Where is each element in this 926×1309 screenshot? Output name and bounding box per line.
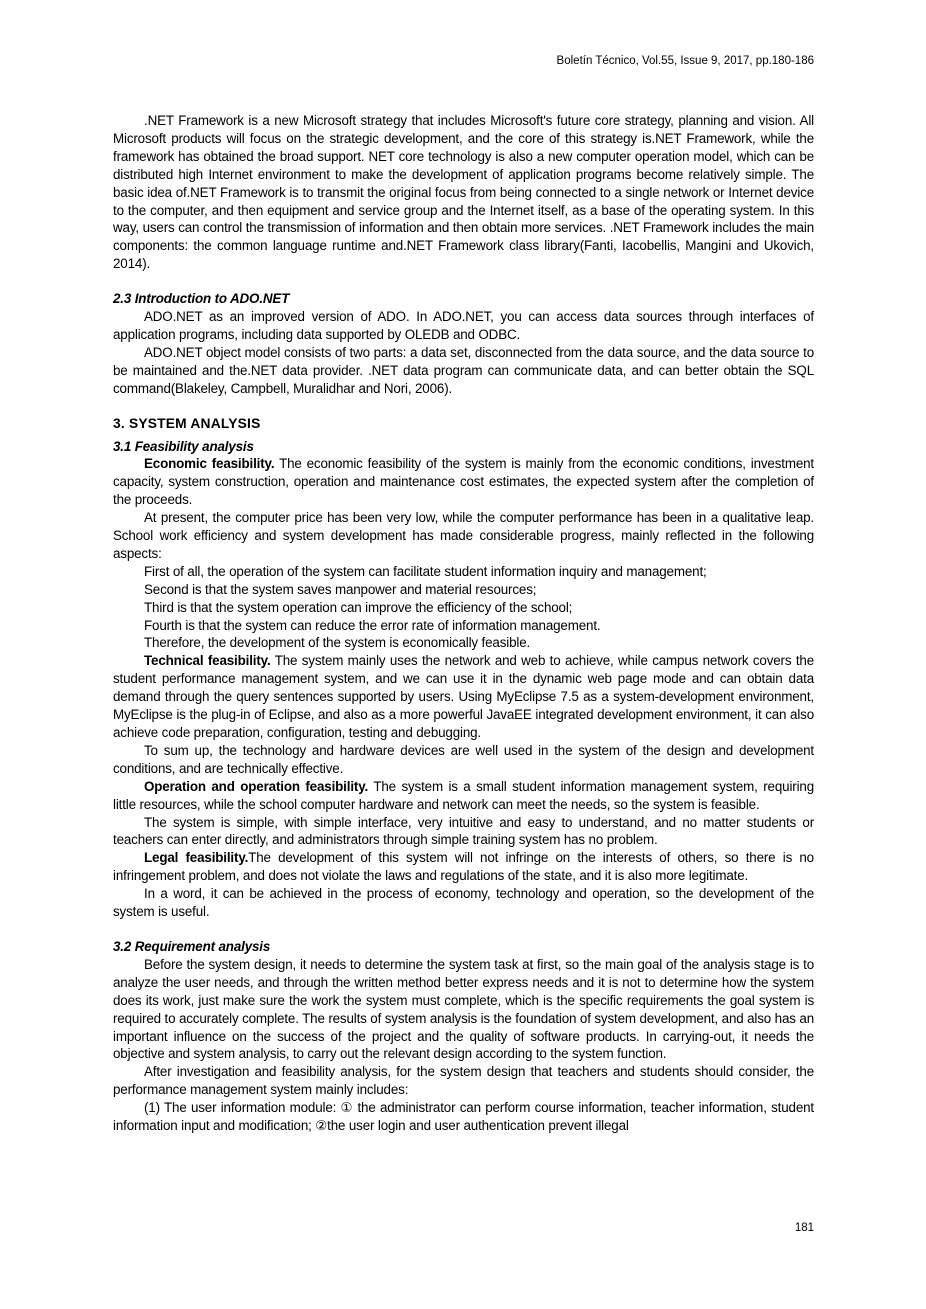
operation-text: The system is a small student information management system, requiring little resources, while the school computer hardware and network can meet the needs, so the system is feasible. (113, 778, 815, 812)
legal-text: The development of this system will not infringe on the interests of others, so there is no infringement problem, and does not violate the laws and regulations of the state, and it is also more legitimate. (113, 850, 814, 884)
paragraph-system-simple: The system is simple, with simple interface, very intuitive and easy to understand, and no matter students or teachers can enter directly, and administrators through simple training system has no problem. (113, 814, 814, 848)
running-head: Boletín Técnico, Vol.55, Issue 9, 2017, pp.180-186 (556, 55, 814, 67)
paragraph-requirement-1: Before the system design, it needs to determine the system task at first, so the main goal of the analysis stage is to analyze the user needs, and through the written method better express needs and it is not to determine how the system does its work, just make sure the work the system must complete, which is the specific requirements the goal system is required to accurately complete. The results of system analysis is the foundation of system development, and also has an important influence on the success of the project and the quality of software products. In carrying-out, it needs the objective and system analysis, to carry out the relevant design according to the system function. (113, 956, 814, 1062)
paragraph-net-framework: .NET Framework is a new Microsoft strategy that includes Microsoft's future core strategy, planning and vision. All Microsoft products will focus on the strategic development, and the core of this strategy is.NET Framework, while the framework has obtained the broad support. NET core technology is also a new computer operation model, which can be distributed high Internet environment to make the development of application programs become relatively simple. The basic idea of.NET Framework is to transmit the original focus from being connected to a single network or Internet device to the computer, and then equipment and service group and the Internet itself, as a base of the operating system. In this way, users can control the transmission of information and then obtain more services. .NET Framework includes the main components: the common language runtime and.NET Framework class library(Fanti, Iacobellis, Mangini and Ukovich, 2014). (113, 113, 814, 272)
paragraph-operation-feasibility (113, 778, 814, 814)
paragraph-technical-feasibility (113, 652, 814, 742)
technical-text: The system mainly uses the network and web to achieve, while campus network covers the student performance management system, and we can use it in the dynamic web page mode and can obtain data demand through the query sentences supported by users. Using MyEclipse 7.5 as a system-development environment, MyEclipse is the plug-in of Eclipse, and also as a more powerful JavaEE integrated development environment, it can also achieve code preparation, configuration, testing and debugging. (113, 653, 814, 740)
economic-label: Economic feasibility. (144, 456, 275, 472)
economic-text: The economic feasibility of the system is mainly from the economic conditions, investment capacity, system construction, operation and maintenance cost estimates, the expected system after the completion of the proceeds. (113, 456, 814, 508)
paragraph-requirement-3: (1) The user information module: ① the administrator can perform course information, teacher information, student information input and modification; ②the user login and user authentication prevent illegal (113, 1100, 814, 1134)
paragraph-economic-feasibility (113, 455, 814, 509)
paragraph-at-present: At present, the computer price has been very low, while the computer performance has been in a qualitative leap. School work efficiency and system development has made considerable progress, mainly reflected in the following aspects: (113, 510, 814, 561)
list-item-fourth: Fourth is that the system can reduce the error rate of information management. (144, 617, 601, 633)
paragraph-therefore: Therefore, the development of the system is economically feasible. (144, 635, 531, 651)
operation-label: Operation and operation feasibility. (144, 778, 369, 794)
subsection-heading-3-2: 3.2 Requirement analysis (113, 938, 271, 954)
paragraph-sum-up: To sum up, the technology and hardware devices are well used in the system of the design and development conditions, and are technically effective. (113, 742, 814, 776)
subsection-heading-3-1: 3.1 Feasibility analysis (113, 438, 254, 454)
legal-label: Legal feasibility. (144, 850, 249, 866)
paragraph-requirement-2: After investigation and feasibility analysis, for the system design that teachers and students should consider, the performance management system mainly includes: (113, 1064, 814, 1098)
list-item-third: Third is that the system operation can improve the efficiency of the school; (144, 599, 573, 615)
list-item-first: First of all, the operation of the system can facilitate student information inquiry and management; (144, 563, 707, 579)
paragraph-ado-model: ADO.NET object model consists of two parts: a data set, disconnected from the data source, and the data source to be maintained and the.NET data provider. .NET data program can communicate data, and can better obtain the SQL command(Blakeley, Campbell, Muralidhar and Nori, 2006). (113, 344, 814, 396)
subsection-heading-2-3: 2.3 Introduction to ADO.NET (113, 291, 290, 307)
page-number: 181 (794, 1222, 814, 1234)
list-item-second: Second is that the system saves manpower and material resources; (144, 581, 537, 597)
page-body (113, 112, 814, 1135)
paragraph-in-a-word: In a word, it can be achieved in the process of economy, technology and operation, so the development of the system is useful. (113, 886, 814, 920)
section-heading-3: 3. SYSTEM ANALYSIS (113, 415, 261, 431)
technical-label: Technical feasibility. (144, 653, 271, 669)
paragraph-legal-feasibility (113, 849, 814, 885)
paragraph-ado-intro: ADO.NET as an improved version of ADO. In ADO.NET, you can access data sources through interfaces of application programs, including data supported by OLEDB and ODBC. (113, 309, 814, 342)
